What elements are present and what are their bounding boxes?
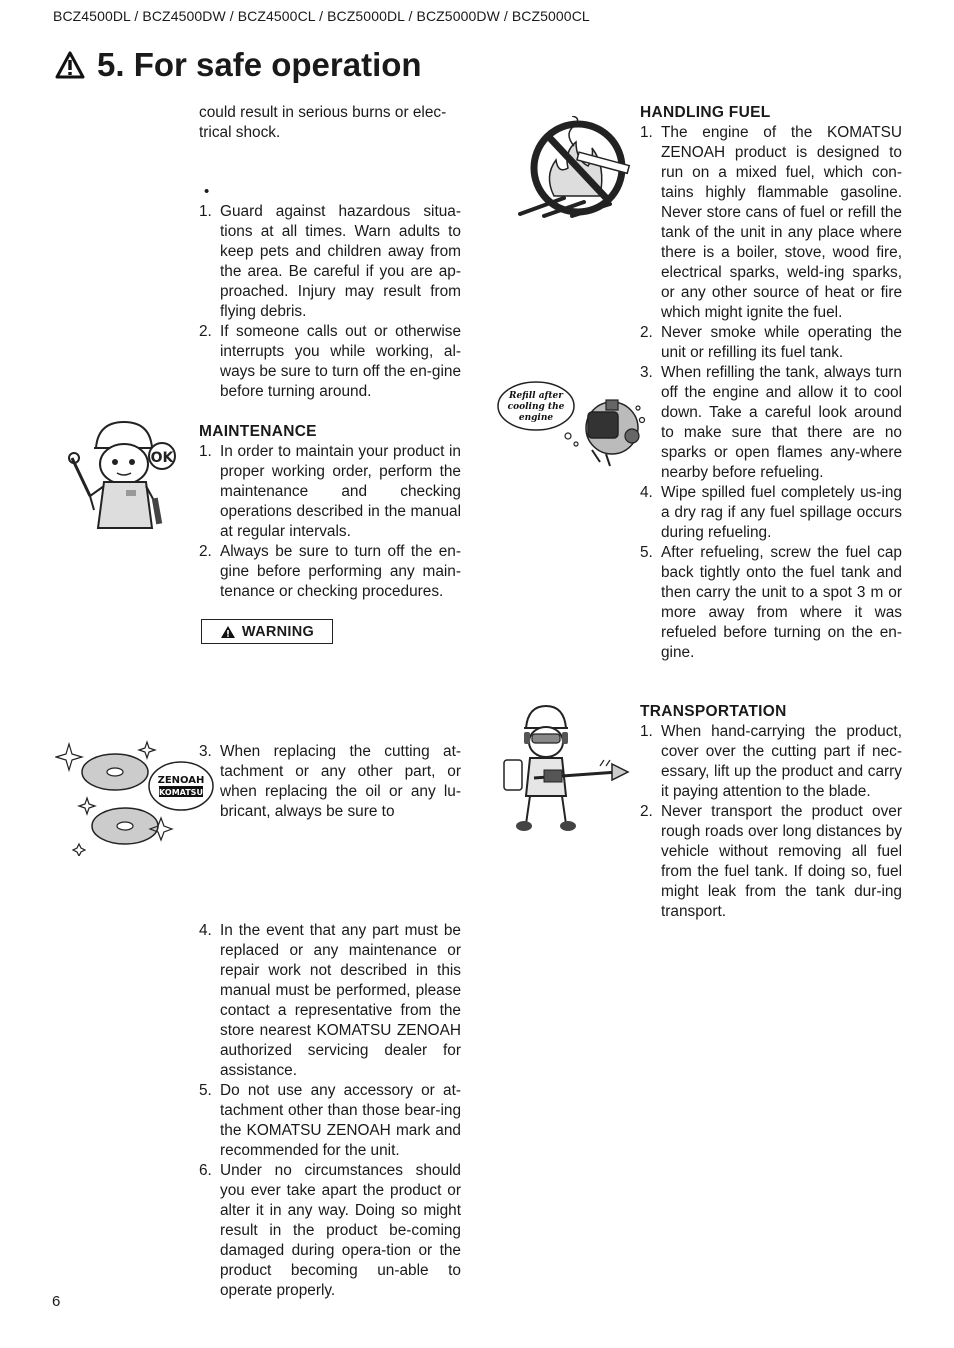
page-title [55, 46, 422, 84]
list-item: 2. Always be sure to turn off the en-gine before performing any main-tenance or checking procedures. [199, 543, 461, 600]
list-item: 3. When replacing the cutting at-tachment or any other part, or when replacing the oil or any lu-bricant, always be sure to [199, 743, 461, 820]
warning-triangle-icon [55, 51, 85, 79]
list-item: 5. After refueling, screw the fuel cap back tightly onto the fuel tank and then carry the unit to a spot 3 m or more away from where it was refueled before turning on the en-gine. [640, 544, 902, 661]
maintenance-section [199, 422, 461, 602]
zenoah-brand: ZENOAH [157, 775, 205, 786]
page-title-text: 5. For safe operation [97, 46, 422, 83]
list-item: 2. Never smoke while operating the unit or refilling its fuel tank. [640, 324, 902, 361]
transportation-heading: TRANSPORTATION [640, 703, 787, 720]
list-item: 4. Wipe spilled fuel completely us-ing a dry rag if any fuel spillage occurs during refueling. [640, 484, 902, 541]
no-smoking-fire-illustration [514, 116, 634, 222]
page-number: 6 [52, 1293, 61, 1310]
refill-after-cooling-illustration [496, 380, 646, 468]
list-item: 2. If someone calls out or otherwise interrupts you while working, al-ways be sure to turn off the en-gine before turning around. [199, 323, 461, 400]
list-item: 5. Do not use any accessory or at-tachment other than those bear-ing the KOMATSU ZENOAH mark and recommended for the unit. [199, 1082, 461, 1159]
refill-caption-line: cooling the [507, 402, 565, 412]
ok-mark: OK [150, 450, 174, 466]
service-list [199, 921, 461, 1301]
list-item: 1. When hand-carrying the product, cover over the cutting part if nec-essary, lift up the product and carry it paying attention to the blade. [640, 723, 902, 800]
list-item: 3. When refilling the tank, always turn off the engine and allow it to cool down. Take a careful look around to make sure that there are no sparks or open flames any-where nearby before refueling. [640, 364, 902, 481]
warning-triangle-icon [220, 625, 236, 639]
warning-label-text: WARNING [241, 623, 315, 640]
komatsu-brand: KOMATSU [159, 788, 203, 797]
warning-label [201, 619, 333, 644]
intro-text: could result in serious burns or elec-trical shock. [199, 104, 447, 141]
list-item: 6. Under no circumstances should you ever take apart the product or alter it in any way. Doing so might result in the product be-coming damaged during opera-tion or the product becoming un-able to operate properly. [199, 1162, 461, 1299]
refill-caption-line: Refill after [508, 391, 564, 401]
safety-list [199, 202, 461, 402]
replacement-item [199, 742, 461, 822]
handling-fuel-heading: HANDLING FUEL [640, 104, 771, 121]
handling-fuel-section [640, 103, 902, 663]
bullet-marker: • [204, 183, 210, 200]
list-item: 2. Never transport the product over rough roads over long distances by vehicle without removing all fuel from the fuel tank. If doing so, fuel might leak from the tank dur-ing transport. [640, 803, 902, 920]
carrying-product-illustration [500, 700, 636, 834]
transportation-section [640, 702, 902, 922]
list-item: 1. In order to maintain your product in proper working order, perform the maintenance and checking operations described in the manual at regular intervals. [199, 443, 461, 540]
header-model-list: BCZ4500DL / BCZ4500DW / BCZ4500CL / BCZ5000DL / BCZ5000DW / BCZ5000CL [53, 8, 590, 24]
list-item: 1. Guard against hazardous situa-tions at all times. Warn adults to keep pets and children away from the area. Be careful if you are ap-proached. Injury may result from flying debris. [199, 203, 461, 320]
list-item: 1. The engine of the KOMATSU ZENOAH product is designed to run on a mixed fuel, which con-tains highly flammable gasoline. Never store cans of fuel or refill the tank of the unit in any place where there is a boiler, stove, wood fire, electrical sparks, weld-ing sparks, or any other source of heat or fire which might ignite the fuel. [640, 124, 902, 321]
refill-caption-line: engine [518, 413, 554, 423]
mechanic-ok-illustration [68, 418, 183, 536]
list-item: 4. In the event that any part must be replaced or any maintenance or repair work not described in this manual must be performed, please contact a representative from the store nearest KOMATSU ZENOAH authorized servicing dealer for assistance. [199, 922, 461, 1079]
intro-block [199, 103, 461, 143]
replacement-blades-illustration [55, 740, 215, 856]
maintenance-heading: MAINTENANCE [199, 423, 317, 440]
